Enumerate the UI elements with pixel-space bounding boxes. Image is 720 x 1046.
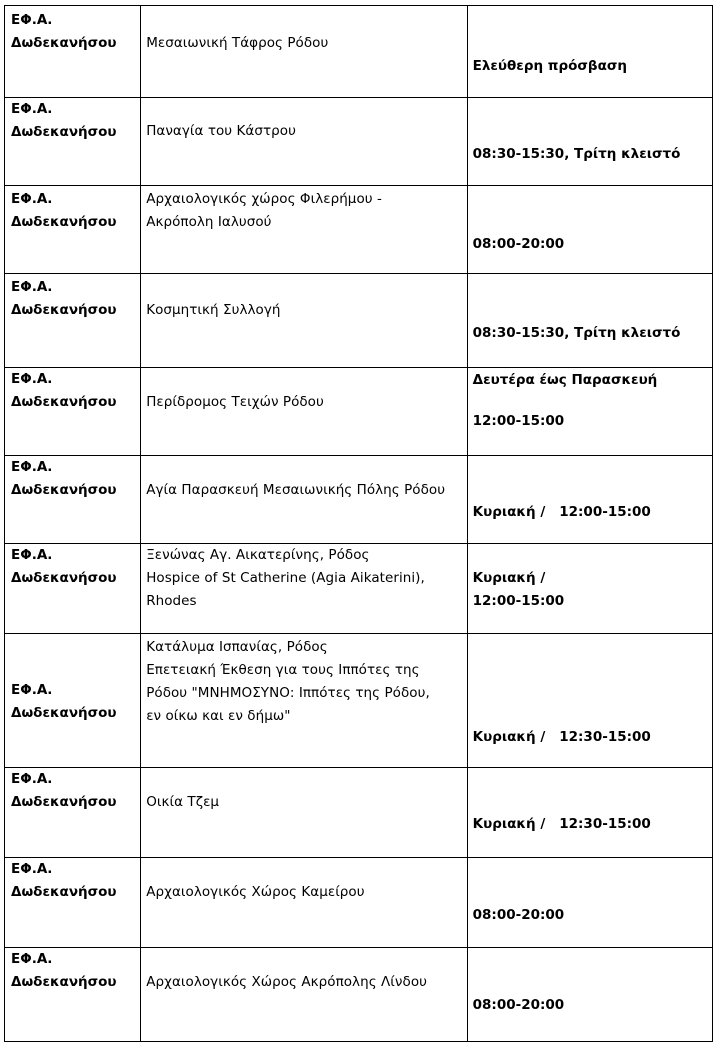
hours-cell [467, 6, 712, 98]
authority-name: Δωδεκανήσου [11, 884, 117, 900]
site-name-line: Rhodes [146, 593, 197, 609]
table-row [5, 456, 713, 544]
site-cell [141, 274, 467, 368]
hours-cell [467, 634, 712, 768]
authority-abbrev: ΕΦ.Α. [11, 459, 53, 475]
table-row [5, 634, 713, 768]
authority-cell [5, 948, 141, 1042]
authority-cell [5, 544, 141, 634]
site-name-line: εν οίκω και εν δήμω" [146, 708, 291, 724]
table-row [5, 6, 713, 98]
site-cell [141, 858, 467, 948]
hours-text: Ελεύθερη πρόσβαση [472, 58, 627, 74]
authority-abbrev: ΕΦ.Α. [11, 371, 53, 387]
authority-abbrev: ΕΦ.Α. [11, 279, 53, 295]
table-row [5, 948, 713, 1042]
site-cell [141, 768, 467, 858]
site-name-line: Κατάλυμα Ισπανίας, Ρόδος [146, 639, 328, 655]
hours-text: 08:30-15:30, Τρίτη κλειστό [472, 325, 681, 341]
site-name-line: Επετειακή Έκθεση για τους Ιππότες της [146, 662, 420, 678]
site-cell [141, 456, 467, 544]
site-name: Περίδρομος Τειχών Ρόδου [146, 394, 324, 410]
authority-abbrev: ΕΦ.Α. [11, 951, 53, 967]
hours-text: 08:00-20:00 [472, 236, 565, 252]
site-name: Οικία Τζεμ [146, 794, 220, 810]
authority-cell [5, 368, 141, 456]
site-name: Αγία Παρασκευή Μεσαιωνικής Πόλης Ρόδου [146, 482, 446, 498]
hours-day: Κυριακή / [472, 816, 546, 832]
hours-time: 12:30-15:00 [559, 816, 651, 832]
site-name-line: Ξενώνας Αγ. Αικατερίνης, Ρόδος [146, 547, 370, 563]
authority-name: Δωδεκανήσου [11, 214, 117, 230]
hours-time: 12:30-15:00 [559, 729, 651, 745]
hours-cell [467, 544, 712, 634]
authority-abbrev: ΕΦ.Α. [11, 861, 53, 877]
authority-name: Δωδεκανήσου [11, 974, 117, 990]
authority-cell [5, 186, 141, 274]
hours-cell [467, 456, 712, 544]
hours-time: 12:00-15:00 [559, 504, 651, 520]
authority-abbrev: ΕΦ.Α. [11, 12, 53, 28]
site-name: Μεσαιωνική Τάφρος Ρόδου [146, 35, 329, 51]
site-name-line: Αρχαιολογικός χώρος Φιλερήμου - [146, 191, 382, 207]
hours-cell [467, 768, 712, 858]
hours-time: 12:00-15:00 [472, 593, 565, 609]
hours-cell [467, 98, 712, 186]
hours-text [473, 813, 651, 836]
authority-name: Δωδεκανήσου [11, 570, 117, 586]
hours-text [473, 726, 651, 749]
table-row [5, 98, 713, 186]
table-row [5, 186, 713, 274]
authority-name: Δωδεκανήσου [11, 302, 117, 318]
site-cell [141, 6, 467, 98]
authority-name: Δωδεκανήσου [11, 794, 117, 810]
authority-name: Δωδεκανήσου [11, 124, 117, 140]
authority-name: Δωδεκανήσου [11, 394, 117, 410]
authority-cell [5, 858, 141, 948]
authority-cell [5, 768, 141, 858]
authority-name: Δωδεκανήσου [11, 705, 117, 721]
authority-abbrev: ΕΦ.Α. [11, 547, 53, 563]
hours-text: 08:00-20:00 [472, 997, 565, 1013]
authority-abbrev: ΕΦ.Α. [11, 191, 53, 207]
site-name-line: Ρόδου "ΜΝΗΜΟΣΥΝΟ: Ιππότες της Ρόδου, [146, 685, 430, 701]
table-row [5, 274, 713, 368]
site-name: Κοσμητική Συλλογή [146, 302, 281, 318]
site-cell [141, 948, 467, 1042]
authority-cell [5, 456, 141, 544]
authority-abbrev: ΕΦ.Α. [11, 101, 53, 117]
hours-cell [467, 858, 712, 948]
hours-cell [467, 368, 712, 456]
hours-day: Κυριακή / [472, 729, 546, 745]
authority-cell [5, 634, 141, 768]
hours-cell [467, 274, 712, 368]
authority-abbrev: ΕΦ.Α. [11, 682, 53, 698]
authority-name: Δωδεκανήσου [11, 35, 117, 51]
table-row [5, 368, 713, 456]
hours-day: Κυριακή / [472, 570, 546, 586]
authority-cell [5, 98, 141, 186]
site-name: Παναγία του Κάστρου [146, 123, 296, 139]
site-cell [141, 544, 467, 634]
hours-cell [467, 948, 712, 1042]
authority-cell [5, 274, 141, 368]
hours-days: Δευτέρα έως Παρασκευή [472, 372, 658, 388]
hours-text [473, 501, 651, 524]
authority-abbrev: ΕΦ.Α. [11, 771, 53, 787]
hours-day: Κυριακή / [472, 504, 546, 520]
site-name: Αρχαιολογικός Χώρος Ακρόπολης Λίνδου [146, 974, 427, 990]
site-cell [141, 368, 467, 456]
site-name-line: Ακρόπολη Ιαλυσού [146, 214, 272, 230]
museum-hours-table [4, 5, 713, 1042]
table-row [5, 858, 713, 948]
site-cell [141, 634, 467, 768]
hours-text: 08:00-20:00 [472, 907, 565, 923]
hours-text: 12:00-15:00 [472, 413, 565, 429]
authority-cell [5, 6, 141, 98]
site-name: Αρχαιολογικός Χώρος Καμείρου [146, 884, 365, 900]
table-row [5, 768, 713, 858]
authority-name: Δωδεκανήσου [11, 482, 117, 498]
site-cell [141, 186, 467, 274]
table-row [5, 544, 713, 634]
hours-text: 08:30-15:30, Τρίτη κλειστό [472, 146, 681, 162]
site-name-line: Hospice of St Catherine (Agia Aikaterini), [146, 570, 425, 586]
hours-cell [467, 186, 712, 274]
site-cell [141, 98, 467, 186]
